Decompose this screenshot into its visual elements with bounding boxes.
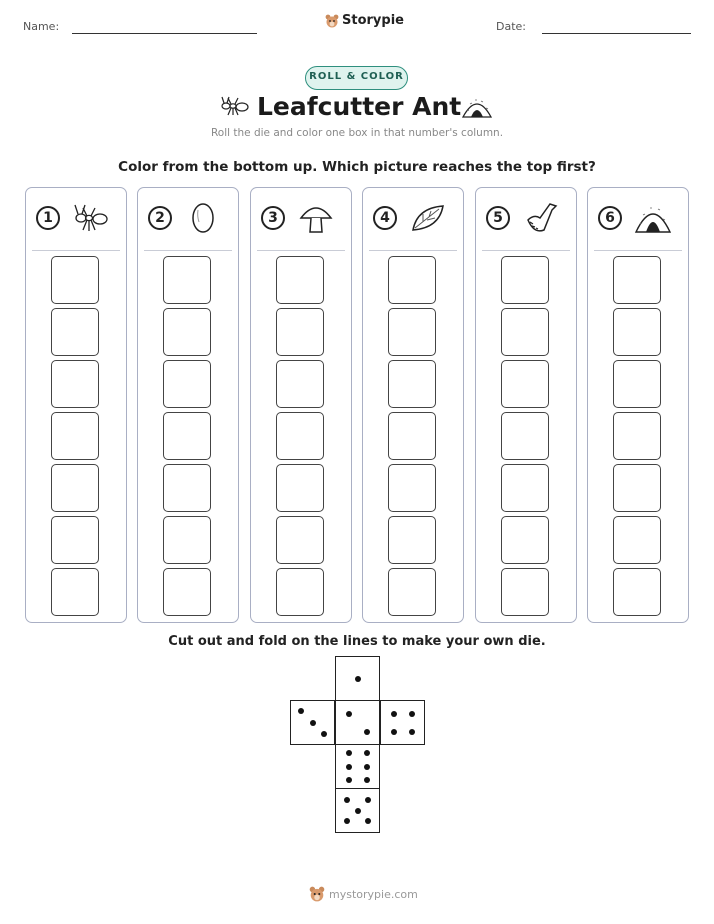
color-box[interactable] [163,464,211,512]
color-box[interactable] [501,516,549,564]
die-face-3 [290,700,335,745]
die-pip [346,764,352,770]
column-divider [32,250,120,251]
color-box[interactable] [276,464,324,512]
color-instruction: Color from the bottom up. Which picture reaches the top first? [118,159,596,175]
column-divider [144,250,232,251]
color-box[interactable] [388,412,436,460]
die-instruction: Cut out and fold on the lines to make your own die. [168,634,546,649]
brand-logo [325,13,404,28]
die-pip [391,729,397,735]
date-line[interactable] [542,33,691,34]
column-2 [137,187,239,623]
color-box[interactable] [51,464,99,512]
color-box[interactable] [501,360,549,408]
color-box[interactable] [163,308,211,356]
die-pip [346,750,352,756]
die-face-1 [335,656,380,701]
mandible-icon [522,200,560,236]
color-box[interactable] [613,516,661,564]
column-divider [594,250,682,251]
ant-icon [220,93,250,121]
color-box[interactable] [501,568,549,616]
die-pip [364,729,370,735]
color-box[interactable] [276,308,324,356]
column-header [363,200,463,240]
column-header [138,200,238,240]
column-divider [482,250,570,251]
column-number: 2 [148,206,172,230]
column-4 [362,187,464,623]
color-box[interactable] [501,308,549,356]
roll-color-badge: ROLL & COLOR [305,66,408,90]
color-box[interactable] [51,360,99,408]
ant-icon [72,200,110,236]
leaf-icon [409,200,447,236]
column-5 [475,187,577,623]
color-box[interactable] [388,568,436,616]
color-box[interactable] [613,308,661,356]
color-box[interactable] [163,516,211,564]
color-box[interactable] [51,256,99,304]
column-header [476,200,576,240]
die-face-5 [335,788,380,833]
die-pip [298,708,304,714]
date-label: Date: [496,20,526,33]
color-box[interactable] [613,256,661,304]
subtitle: Roll the die and color one box in that number's column. [210,127,504,139]
color-box[interactable] [388,516,436,564]
die-face-6 [335,744,380,789]
column-divider [369,250,457,251]
color-box[interactable] [613,360,661,408]
color-box[interactable] [501,412,549,460]
die-pip [409,729,415,735]
color-box[interactable] [51,412,99,460]
color-box[interactable] [276,256,324,304]
color-box[interactable] [388,464,436,512]
die-pip [346,777,352,783]
column-header [26,200,126,240]
color-box[interactable] [276,412,324,460]
die-pip [391,711,397,717]
die-pip [355,808,361,814]
die-pip [355,676,361,682]
die-net [290,656,425,836]
column-1 [25,187,127,623]
column-number: 6 [598,206,622,230]
color-box[interactable] [388,308,436,356]
column-header [251,200,351,240]
name-label: Name: [23,20,60,33]
color-box[interactable] [276,360,324,408]
color-box[interactable] [613,464,661,512]
color-box[interactable] [613,568,661,616]
column-number: 1 [36,206,60,230]
die-pip [409,711,415,717]
die-face-2 [335,700,380,745]
die-pip [321,731,327,737]
die-pip [310,720,316,726]
color-box[interactable] [163,256,211,304]
die-pip [364,764,370,770]
color-box[interactable] [501,256,549,304]
color-box[interactable] [163,568,211,616]
name-line[interactable] [72,33,257,34]
die-pip [365,797,371,803]
footer-url[interactable]: mystorypie.com [329,887,418,901]
color-box[interactable] [51,516,99,564]
column-number: 4 [373,206,397,230]
footer [309,886,418,902]
color-box[interactable] [613,412,661,460]
column-number: 3 [261,206,285,230]
die-pip [344,818,350,824]
column-6 [587,187,689,623]
column-3 [250,187,352,623]
nest-mound-icon [461,95,493,119]
page-title: Leafcutter Ant [257,92,462,121]
color-box[interactable] [388,360,436,408]
bear-face-icon [325,14,339,28]
die-pip [346,711,352,717]
die-pip [364,777,370,783]
brand-name: Storypie [342,13,404,28]
nest-mound-icon [634,200,672,236]
color-box[interactable] [501,464,549,512]
color-box[interactable] [51,308,99,356]
column-header [588,200,688,240]
column-divider [257,250,345,251]
die-pip [365,818,371,824]
color-box[interactable] [388,256,436,304]
egg-icon [184,200,222,236]
color-box[interactable] [163,360,211,408]
color-box[interactable] [276,516,324,564]
mushroom-icon [297,200,335,236]
die-pip [344,797,350,803]
color-box[interactable] [276,568,324,616]
die-face-4 [380,700,425,745]
color-box[interactable] [163,412,211,460]
color-box[interactable] [51,568,99,616]
column-number: 5 [486,206,510,230]
die-pip [364,750,370,756]
bear-face-icon [309,886,325,902]
